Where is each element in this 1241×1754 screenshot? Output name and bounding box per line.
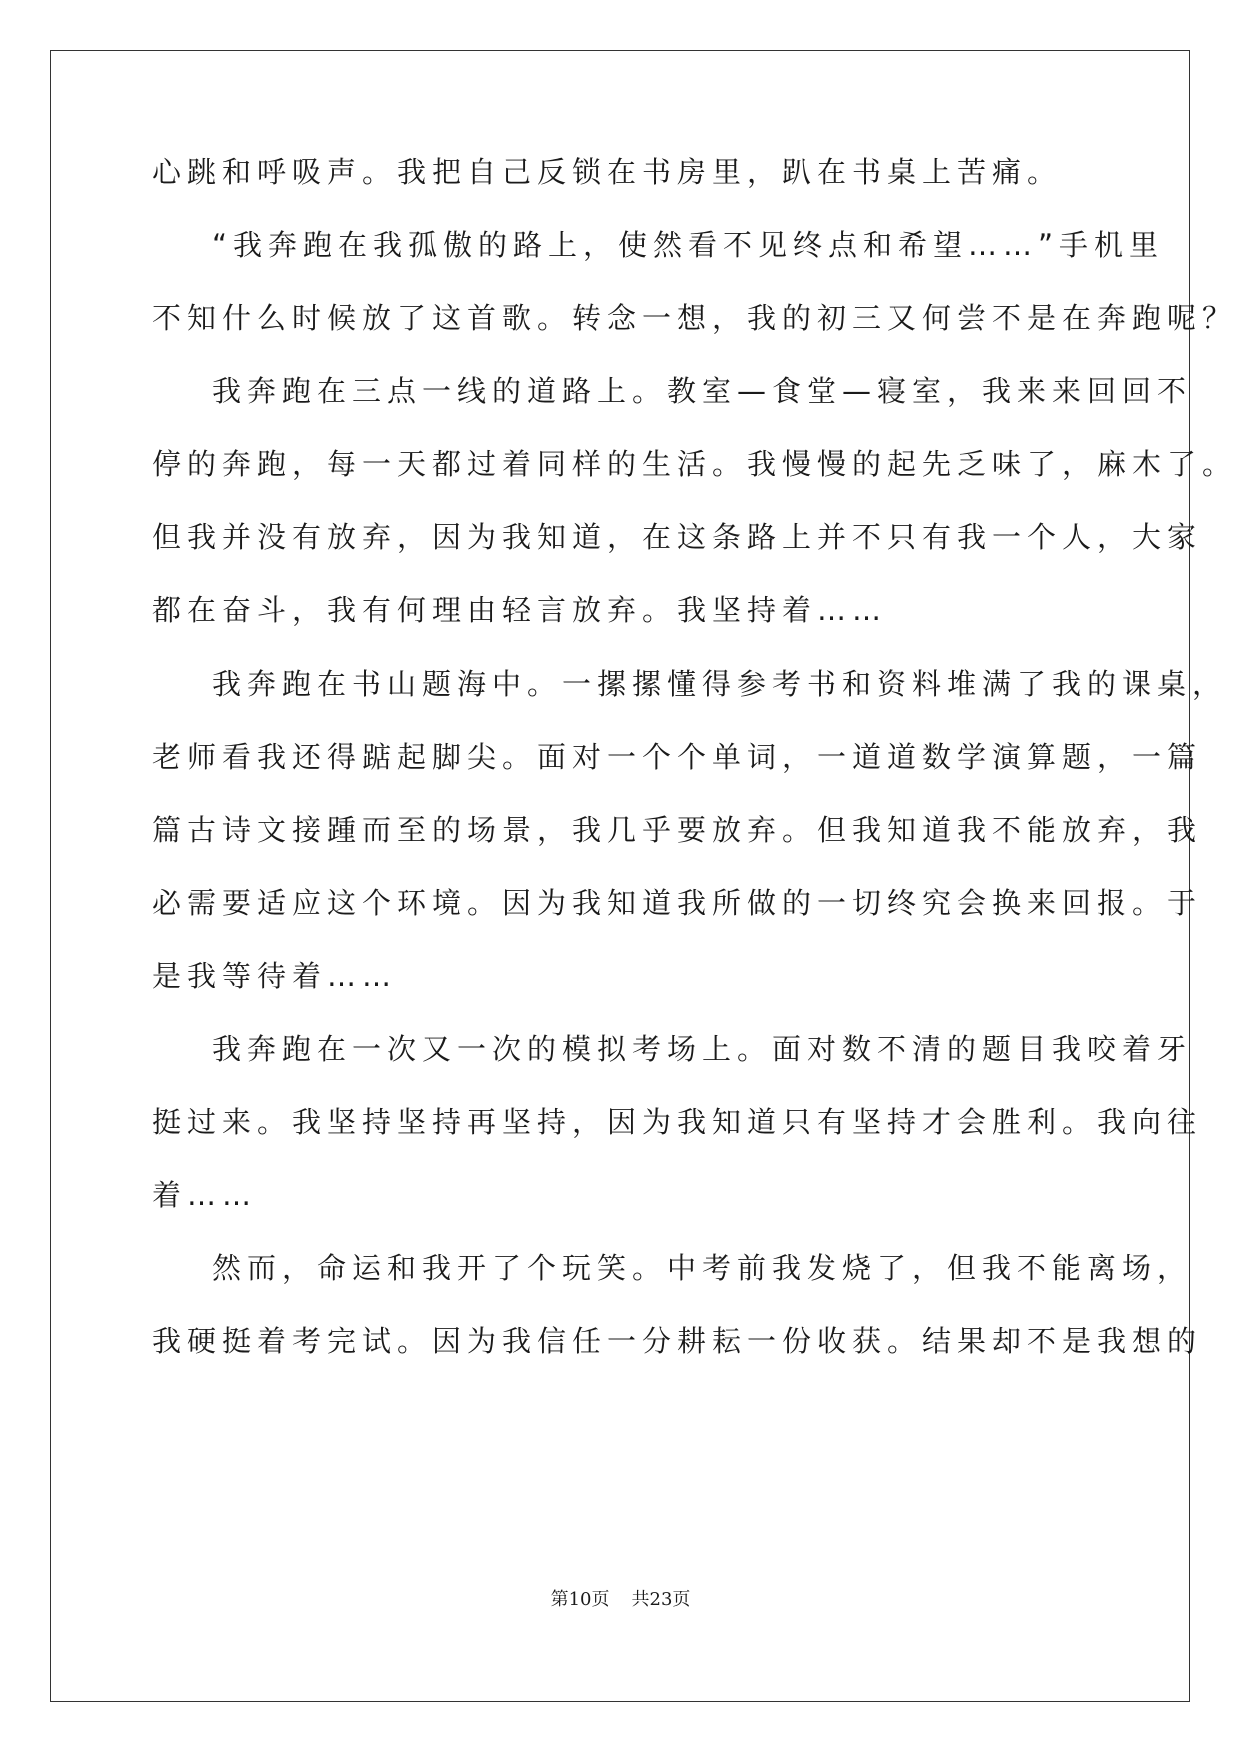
page-footer: [0, 1588, 1241, 1612]
paragraph-line: “我奔跑在我孤傲的路上，使然看不见终点和希望……”手机里: [212, 228, 1165, 262]
paragraph-line: 着……: [152, 1178, 258, 1212]
paragraph-line: 必需要适应这个环境。因为我知道我所做的一切终究会换来回报。于: [152, 886, 1203, 920]
paragraph-line: 停的奔跑，每一天都过着同样的生活。我慢慢的起先乏味了，麻木了。: [152, 447, 1238, 481]
paragraph-line: 然而，命运和我开了个玩笑。中考前我发烧了，但我不能离场，: [212, 1251, 1193, 1285]
page-total: 共23页: [631, 1589, 691, 1610]
paragraph-line: 都在奋斗，我有何理由轻言放弃。我坚持着……: [152, 593, 888, 627]
paragraph-line: 不知什么时候放了这首歌。转念一想，我的初三又何尝不是在奔跑呢？: [152, 301, 1238, 335]
paragraph-line: 我奔跑在三点一线的道路上。教室—食堂—寝室，我来来回回不: [212, 374, 1193, 408]
page-number: 第10页: [550, 1589, 610, 1610]
paragraph-line: 心跳和呼吸声。我把自己反锁在书房里，趴在书桌上苦痛。: [152, 155, 1063, 189]
paragraph-line: 我奔跑在书山题海中。一摞摞懂得参考书和资料堆满了我的课桌，: [212, 667, 1228, 701]
paragraph-line: 我奔跑在一次又一次的模拟考场上。面对数不清的题目我咬着牙: [212, 1032, 1193, 1066]
paragraph-line: 老师看我还得踮起脚尖。面对一个个单词，一道道数学演算题，一篇: [152, 740, 1203, 774]
paragraph-line: 挺过来。我坚持坚持再坚持，因为我知道只有坚持才会胜利。我向往: [152, 1105, 1203, 1139]
paragraph-line: 我硬挺着考完试。因为我信任一分耕耘一份收获。结果却不是我想的: [152, 1324, 1203, 1358]
paragraph-line: 篇古诗文接踵而至的场景，我几乎要放弃。但我知道我不能放弃，我: [152, 813, 1203, 847]
paragraph-line: 但我并没有放弃，因为我知道，在这条路上并不只有我一个人，大家: [152, 520, 1203, 554]
paragraph-line: 是我等待着……: [152, 959, 398, 993]
